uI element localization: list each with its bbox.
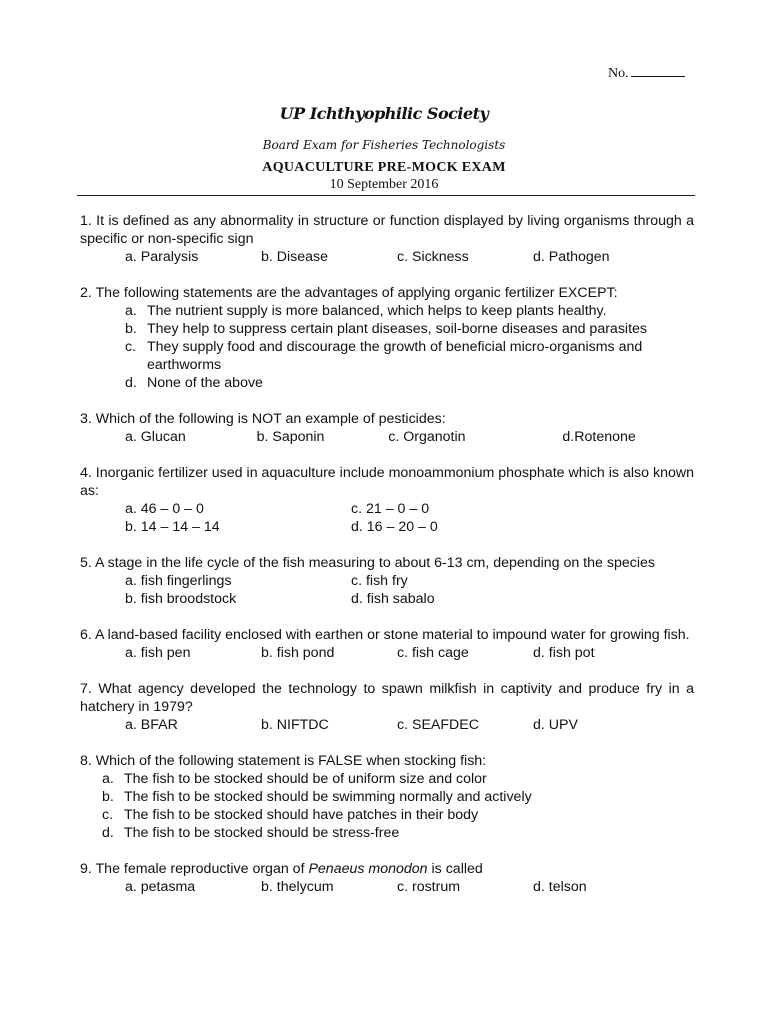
option: c. Sickness: [397, 249, 469, 265]
option: d. 16 – 20 – 0: [351, 519, 438, 535]
option: b. Saponin: [256, 429, 325, 445]
option: [125, 302, 694, 320]
option: d. UPV: [533, 717, 578, 733]
option: [102, 788, 694, 806]
options-row: [80, 878, 694, 896]
option-text: None of the above: [147, 375, 263, 391]
option: d. fish sabalo: [351, 591, 435, 607]
question-9: [80, 860, 694, 896]
question-6: [80, 626, 694, 662]
question-stem: [80, 860, 694, 878]
question-stem: 7. What agency developed the technology to spawn milkfish in captivity and produce fry in a hatchery in 1979?: [80, 681, 694, 715]
option: b. fish pond: [261, 645, 335, 661]
option-label: a.: [125, 303, 137, 319]
question-stem: 4. Inorganic fertilizer used in aquaculture include monoammonium phosphate which is also known as:: [80, 465, 694, 499]
options-list: [80, 770, 694, 842]
question-stem: 6. A land-based facility enclosed with earthen or stone material to impound water for growing fish.: [80, 627, 690, 643]
option-text: The fish to be stocked should be swimming normally and actively: [124, 789, 532, 805]
option: d. telson: [533, 879, 587, 895]
option-text: The nutrient supply is more balanced, which helps to keep plants healthy.: [147, 303, 607, 319]
option: b. fish broodstock: [125, 591, 237, 607]
exam-date: 10 September 2016: [329, 177, 439, 192]
stem-text: is called: [427, 861, 483, 877]
option: c. SEAFDEC: [397, 717, 479, 733]
option: b. NIFTDC: [261, 717, 329, 733]
option-text: The fish to be stocked should be of uniform size and color: [124, 771, 487, 787]
question-list: [80, 212, 694, 914]
species-name: Penaeus monodon: [308, 861, 428, 877]
exam-title: AQUACULTURE PRE-MOCK EXAM: [262, 160, 506, 175]
options-row: [80, 248, 694, 266]
number-blank-line: [631, 64, 685, 77]
option-label: b.: [125, 321, 137, 337]
option: b. thelycum: [261, 879, 334, 895]
option: d. fish pot: [533, 645, 595, 661]
options-row: [80, 428, 694, 446]
option: c. Organotin: [388, 429, 466, 445]
question-3: [80, 410, 694, 446]
organization-name: UP Ichthyophilic Society: [279, 104, 489, 123]
header-divider: [77, 195, 695, 196]
option: [102, 824, 694, 842]
options-row: [80, 716, 694, 734]
options-grid: [80, 500, 694, 536]
option-text: They help to suppress certain plant diseases, soil-borne diseases and parasites: [147, 321, 647, 337]
option-label: c.: [102, 807, 114, 823]
option: c. rostrum: [397, 879, 461, 895]
option-label: a.: [102, 771, 114, 787]
question-8: [80, 752, 694, 842]
option: d.Rotenone: [562, 429, 636, 445]
number-label: No.: [608, 66, 629, 81]
option-text: The fish to be stocked should have patches in their body: [124, 807, 479, 823]
option-text: They supply food and discourage the growth of beneficial micro-organisms and earthworms: [147, 339, 643, 373]
option: [125, 338, 694, 374]
options-list: [80, 302, 694, 392]
option-label: d.: [102, 825, 114, 841]
question-stem: 2. The following statements are the advantages of applying organic fertilizer EXCEPT:: [80, 285, 618, 301]
option: d. Pathogen: [533, 249, 610, 265]
question-stem: 5. A stage in the life cycle of the fish measuring to about 6-13 cm, depending on the species: [80, 555, 655, 571]
option: [125, 374, 694, 392]
question-stem: 8. Which of the following statement is FALSE when stocking fish:: [80, 753, 487, 769]
option: [102, 770, 694, 788]
option: b. 14 – 14 – 14: [125, 519, 220, 535]
option: [102, 806, 694, 824]
option: c. 21 – 0 – 0: [351, 501, 430, 517]
question-4: [80, 464, 694, 536]
option-label: b.: [102, 789, 114, 805]
option: a. petasma: [125, 879, 196, 895]
option: a. Paralysis: [125, 249, 199, 265]
question-5: [80, 554, 694, 608]
option: c. fish fry: [351, 573, 408, 589]
board-exam-subtitle: Board Exam for Fisheries Technologists: [262, 138, 506, 152]
option-label: c.: [125, 339, 137, 355]
option: a. fish pen: [125, 645, 191, 661]
option-label: d.: [125, 375, 137, 391]
option: a. 46 – 0 – 0: [125, 501, 204, 517]
stem-text: 9. The female reproductive organ of: [80, 861, 309, 877]
exam-header: [0, 104, 768, 193]
option-text: The fish to be stocked should be stress-free: [124, 825, 400, 841]
options-grid: [80, 572, 694, 608]
option: a. fish fingerlings: [125, 573, 232, 589]
question-7: [80, 680, 694, 734]
option: a. BFAR: [125, 717, 178, 733]
question-stem: 3. Which of the following is NOT an example of pesticides:: [80, 411, 446, 427]
option: [125, 320, 694, 338]
question-stem: 1. It is defined as any abnormality in structure or function displayed by living organisms through a specific or non-specific sign: [80, 213, 694, 247]
question-2: [80, 284, 694, 392]
options-row: [80, 644, 694, 662]
number-field: [608, 64, 685, 82]
option: a. Glucan: [125, 429, 186, 445]
question-1: [80, 212, 694, 266]
option: c. fish cage: [397, 645, 469, 661]
option: b. Disease: [261, 249, 329, 265]
